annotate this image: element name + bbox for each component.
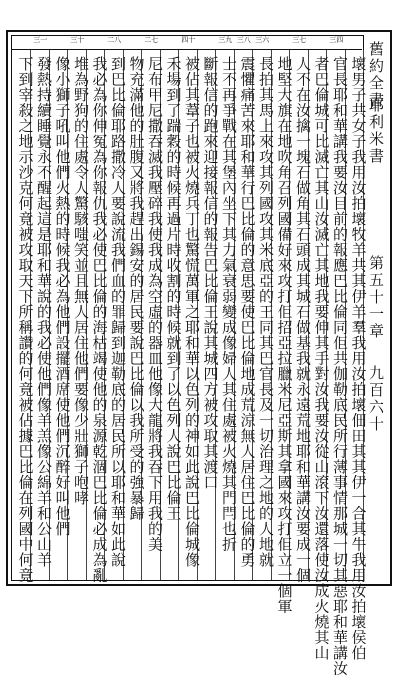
verse-number: 三九	[218, 36, 233, 44]
verse-number: 三十	[70, 36, 85, 44]
verse-number: 三一	[33, 36, 48, 44]
column-text: 下到宰殺之地示沙克何竟被攻取天下所稱讚的何竟被佔據巴比倫在列國中何竟	[16, 56, 35, 583]
column-text: 地堅大旗在地吹角召列國備好來攻打佢招亞拉臘米尼亞斯其拿國來攻打佢立一個軍	[275, 56, 294, 614]
column-text: 到巴比倫耶路撒冷人要說流我們血的罪歸到迦勒底的居民所以耶和華如此說	[109, 56, 127, 568]
column-text: 尼布甲尼撒吞滅我壓碎我使我成為空虛的器皿他像大龍將我吞下用我的美	[146, 56, 164, 552]
verse-number: 三四	[329, 36, 344, 44]
page-number: 九百六十	[367, 365, 385, 433]
verse-number-strip	[12, 36, 362, 50]
page-frame	[6, 30, 392, 676]
column-text: 禾場到了踹穀的時候再過片時收割的時候就到了以色列人說巴比倫王	[164, 56, 183, 521]
column-text: 斷報信的跑來迎接報信的報告巴比倫王說其城四方被攻取其渡口	[201, 56, 220, 490]
verse-number: 三八	[236, 36, 251, 44]
chapter-label: 第五十一章	[367, 255, 385, 340]
text-columns	[12, 50, 368, 676]
verse-number: 三七	[292, 36, 307, 44]
column-text: 物充滿他的肚腹又將我趕出錫安的居民要說巴比倫以我所受的強暴歸	[127, 56, 146, 521]
column-text: 震懼痛苦來耶和華行巴比倫的意思要使巴比倫地成荒涼無人居住巴比倫的勇	[238, 56, 257, 568]
column-text: 堆為野狗的住處令人驚駭嗤笑並且無人居住他們要像少壯獅子咆哮	[72, 56, 90, 506]
verse-number: 二七	[144, 36, 159, 44]
verse-number: 四十	[181, 36, 196, 44]
column-text: 壞男子共女子我用汝拍壞牧羊共其伊羊羣我用汝拍壞佃田其其伊一合其牛我用汝拍壞侯伯	[349, 56, 368, 661]
page-frame-inner	[11, 35, 387, 676]
column-text: 者巴倫城可比滅亡其山汝滅亡其地我要伸其手對汝我要汝從山滾下汝還落使汝成火燒其山	[312, 56, 331, 661]
column-text: 人不在汝擒一塊石做角其石頭成其城石做基我就永遠荒地耶和華講汝要成一個	[294, 56, 312, 583]
text-column	[13, 50, 35, 583]
column-text: 士不再爭戰在其堡內坐下其力氣衰弱變成像婦人其住處被火燒其門閂也折	[220, 56, 238, 552]
column-text: 官長耶和華講我要汝目前的報應巴比倫同佢共伽勒底民所行薄事情那城一切其惡耶和華講汝	[331, 56, 349, 676]
column-text: 發熱持續睡覺永不醒起這是耶和華說的我必使他們像羊羔像公綿羊和公山羊	[35, 56, 53, 568]
series-title: 耶利米書	[367, 97, 385, 165]
column-text: 長拍其馬上來攻其列國攻其米底亞的王同其巴官長及一切治理之地的人地就	[257, 56, 275, 568]
column-text: 我必為你伸冤為你報仇我必使巴比倫的海枯竭使他的泉源乾涸巴比倫必成為亂	[90, 56, 109, 583]
book-title: 舊約全書	[367, 41, 385, 109]
verse-number: 三六	[255, 36, 270, 44]
verse-number: 二八	[107, 36, 122, 44]
column-text: 被佔其葦子也被火燒兵丁也驚慌萬軍之耶和華以色列的神如此說巴比倫城像	[183, 56, 201, 568]
column-text: 像小獅子吼叫他們火熱的時候我必為他們設擺酒席使他們沉醉好叫他們	[53, 56, 72, 537]
